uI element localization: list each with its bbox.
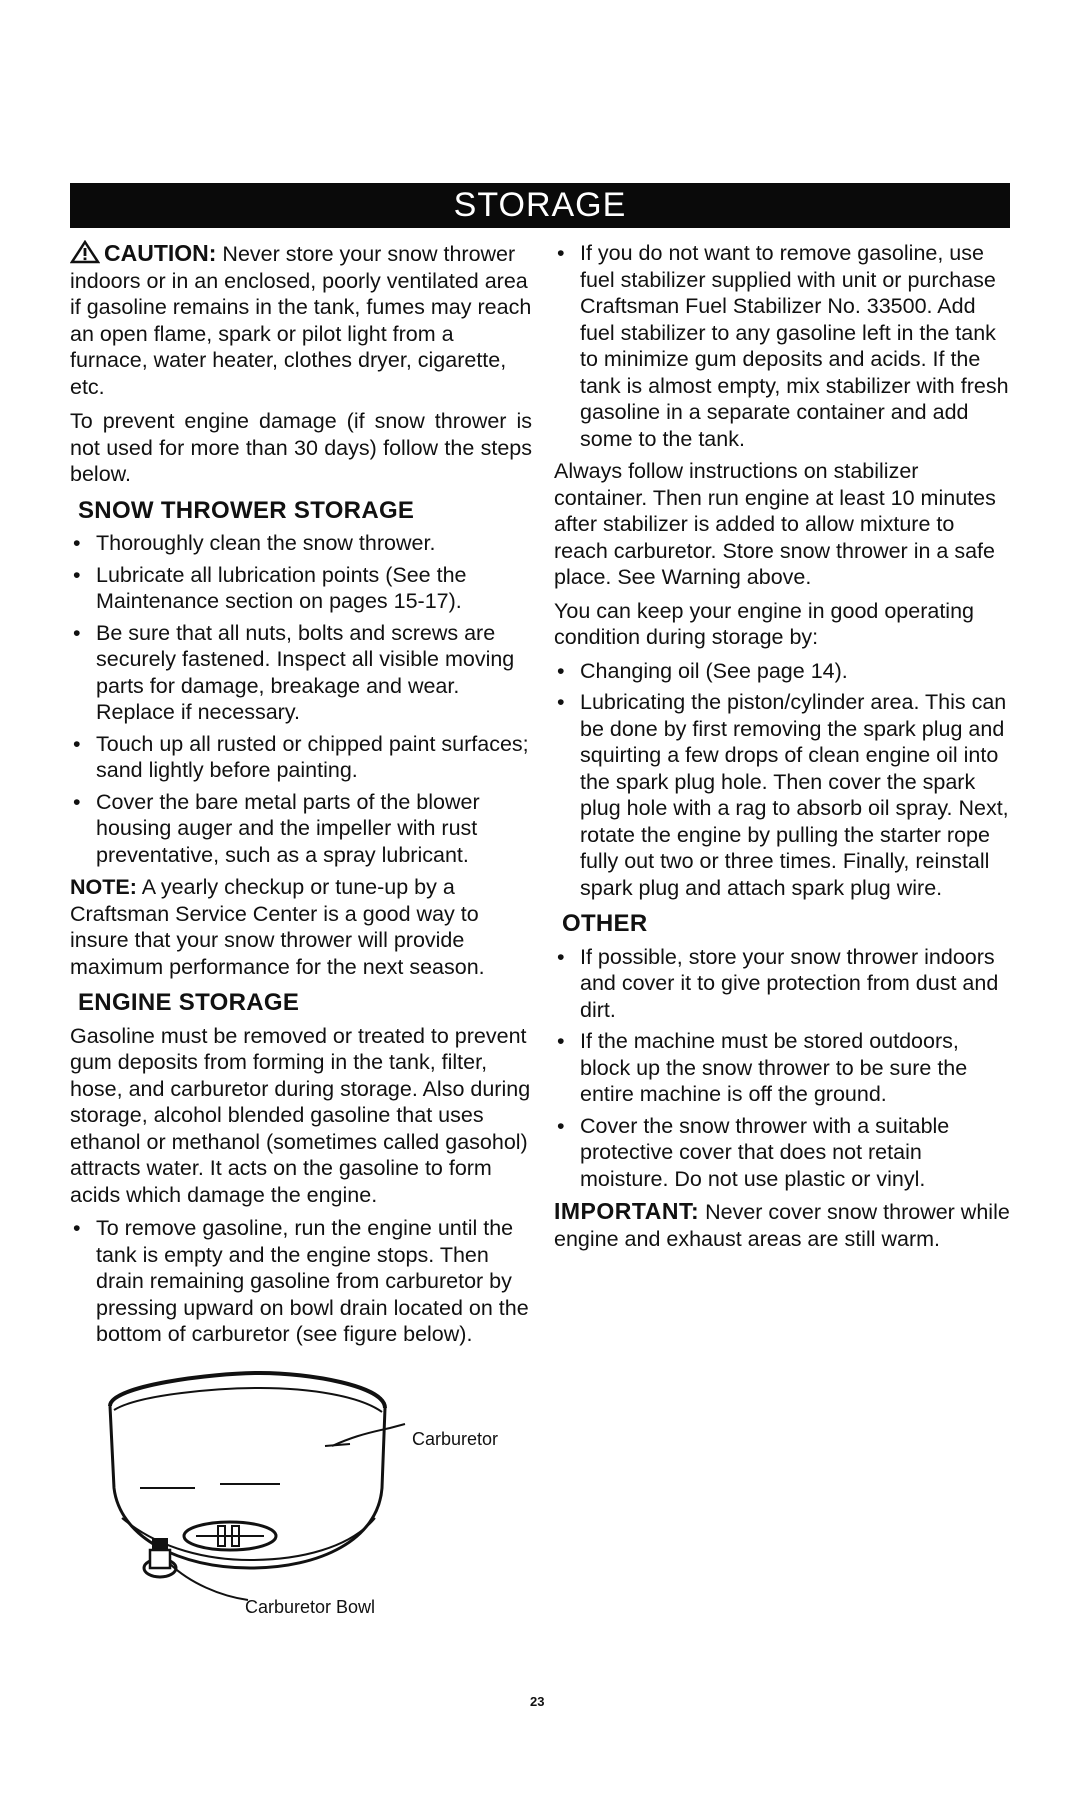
note-label: NOTE: <box>70 875 137 899</box>
carburetor-illustration <box>100 1368 420 1608</box>
intro-text: To prevent engine damage (if snow thrower is not used for more than 30 days) follow the steps below. <box>70 409 532 486</box>
bullet-icon: • <box>73 620 81 645</box>
bullet-icon: • <box>557 1113 565 1138</box>
stabilizer-instructions-text: Always follow instructions on stabilizer container. Then run engine at least 10 minutes after stabilizer is added to allow mixture to reach carburetor. Store snow thrower in a safe place. See Warning above. <box>554 459 996 589</box>
caution-label: CAUTION: <box>104 240 217 266</box>
important-paragraph <box>554 1198 1014 1252</box>
snow-thrower-storage-list <box>70 530 532 868</box>
caution-text: Never store your snow thrower indoors or in an enclosed, poorly ventilated area if gasoline remains in the tank, fumes may reach an open flame, spark or pilot light from a furnace, water heater, clothes dryer, cigarette, etc. <box>70 242 532 399</box>
bullet-icon: • <box>73 731 81 756</box>
engine-storage-list <box>70 1215 532 1348</box>
bullet-icon: • <box>73 789 81 814</box>
list-item: • Changing oil (See page 14). <box>557 658 848 683</box>
left-column <box>70 240 532 1354</box>
snow-thrower-storage-heading: SNOW THROWER STORAGE <box>78 496 415 524</box>
page-number: 23 <box>530 1694 545 1709</box>
list-item: • Thoroughly clean the snow thrower. <box>73 531 436 555</box>
carburetor-figure <box>100 1368 560 1638</box>
carburetor-bowl-label: Carburetor Bowl <box>245 1597 376 1617</box>
bullet-icon: • <box>73 531 81 555</box>
bullet-icon: • <box>557 658 565 683</box>
warning-triangle-icon <box>70 240 100 264</box>
list-item: • Lubricate all lubrication points (See the Maintenance section on pages 15-17). <box>73 562 467 613</box>
caution-paragraph <box>70 240 532 400</box>
list-item: • Cover the snow thrower with a suitable protective cover that does not retain moisture. Do not use plastic or vinyl. <box>557 1113 950 1191</box>
engine-condition-list <box>554 658 1014 902</box>
section-title: STORAGE <box>453 186 627 224</box>
bullet-icon: • <box>557 241 565 265</box>
bullet-icon: • <box>73 1216 81 1240</box>
note-paragraph <box>70 874 532 980</box>
bullet-icon: • <box>73 562 81 587</box>
list-item: • Lubricating the piston/cylinder area. This can be done by first removing the spark plug and squirting a few drops of clean engine oil into the spark plug hole. Then cover the spark plug hole with a rag to absorb oil spray. Next, rotate the engine by pulling the starter rope fully out two or three times. Finally, reinstall spark plug and attach spark plug wire. <box>557 690 1009 900</box>
right-column <box>554 240 1014 1259</box>
other-list <box>554 944 1014 1193</box>
fuel-stabilizer-list <box>554 240 1014 452</box>
important-label: IMPORTANT: <box>554 1198 700 1224</box>
list-item: • Cover the bare metal parts of the blower housing auger and the impeller with rust preventative, such as a spray lubricant. <box>73 789 480 867</box>
list-item: • To remove gasoline, run the engine until the tank is empty and the engine stops. Then drain remaining gasoline from carburetor by pressing upward on bowl drain located on the bottom of carburetor (see figure below). <box>73 1216 529 1346</box>
engine-condition-text: You can keep your engine in good operating condition during storage by: <box>554 598 974 649</box>
list-item: • Touch up all rusted or chipped paint surfaces; sand lightly before painting. <box>73 731 529 782</box>
bullet-icon: • <box>557 944 565 969</box>
list-item: • If possible, store your snow thrower indoors and cover it to give protection from dust and dirt. <box>557 944 999 1022</box>
engine-storage-text: Gasoline must be removed or treated to prevent gum deposits from forming in the tank, filter, hose, and carburetor during storage. Also during storage, alcohol blended gasoline that uses ethanol or methanol (sometimes called gasohol) attracts water. It acts on the gasoline to form acids which damage the engine. <box>70 1023 531 1207</box>
carburetor-label: Carburetor <box>412 1429 499 1449</box>
note-text: A yearly checkup or tune-up by a Craftsman Service Center is a good way to insure that your snow thrower will provide maximum performance for the next season. <box>70 875 485 979</box>
list-item: • If the machine must be stored outdoors, block up the snow thrower to be sure the entire machine is off the ground. <box>557 1029 968 1106</box>
engine-storage-heading: ENGINE STORAGE <box>78 989 300 1016</box>
section-title-banner <box>70 183 1010 228</box>
important-text: Never cover snow thrower while engine and exhaust areas are still warm. <box>554 1200 1010 1251</box>
other-heading: OTHER <box>562 910 648 937</box>
bullet-icon: • <box>557 690 565 714</box>
bullet-icon: • <box>557 1029 565 1053</box>
list-item: • If you do not want to remove gasoline, use fuel stabilizer supplied with unit or purchase Craftsman Fuel Stabilizer No. 33500. Add fuel stabilizer to any gasoline left in the tank to minimize gum deposits and acids. If the tank is almost empty, mix stabilizer with fresh gasoline in a separate container and add some to the tank. <box>557 241 1009 451</box>
list-item: • Be sure that all nuts, bolts and screws are securely fastened. Inspect all visible moving parts for damage, breakage and wear. Replace if necessary. <box>73 620 515 724</box>
